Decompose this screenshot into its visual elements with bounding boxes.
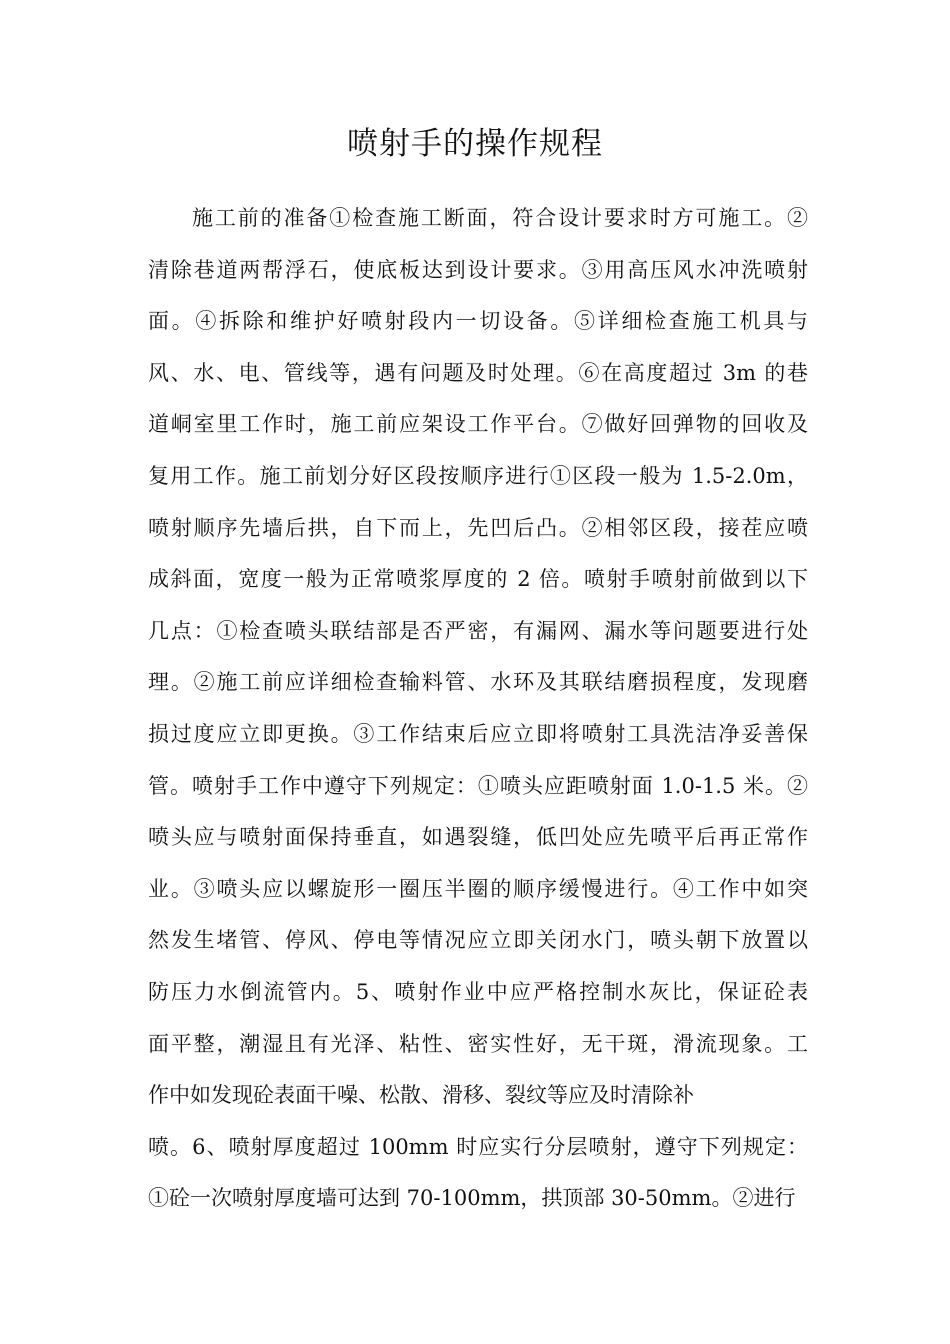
paragraph-line: 作中如发现砼表面干噪、松散、滑移、裂纹等应及时清除补 — [148, 1083, 694, 1108]
paragraph-line: 损过度应立即更换。③工作结束后应立即将喷射工具洗洁净妥善保 — [148, 721, 808, 746]
paragraph-line: 成斜面，宽度一般为正常喷浆厚度的 2 倍。喷射手喷射前做到以下 — [148, 567, 808, 592]
paragraph-line: 面平整，潮湿且有光泽、粘性、密实性好，无干斑，滑流现象。工 — [148, 1031, 808, 1056]
paragraph-line: 喷。6、喷射厚度超过 100mm 时应实行分层喷射，遵守下列规定： — [148, 1134, 808, 1159]
paragraph-line: 喷射顺序先墙后拱，自下而上，先凹后凸。②相邻区段，接茬应喷 — [148, 515, 808, 540]
paragraph-line: 几点：①检查喷头联结部是否严密，有漏网、漏水等问题要进行处 — [148, 618, 808, 643]
paragraph-line: 业。③喷头应以螺旋形一圈压半圈的顺序缓慢进行。④工作中如突 — [148, 876, 808, 901]
paragraph-line: 然发生堵管、停风、停电等情况应立即关闭水门，喷头朝下放置以 — [148, 928, 808, 953]
paragraph-line: 理。②施工前应详细检查输料管、水环及其联结磨损程度，发现磨 — [148, 670, 808, 695]
paragraph-line: 施工前的准备①检查施工断面，符合设计要求时方可施工。② — [192, 206, 808, 230]
paragraph-line: 喷头应与喷射面保持垂直，如遇裂缝，低凹处应先喷平后再正常作 — [148, 825, 808, 850]
paragraph-line: 道峒室里工作时，施工前应架设工作平台。⑦做好回弹物的回收及 — [148, 412, 808, 437]
paragraph-line: 面。④拆除和维护好喷射段内一切设备。⑤详细检查施工机具与 — [148, 309, 808, 334]
paragraph-line: ①砼一次喷射厚度墙可达到 70-100mm，拱顶部 30-50mm。②进行 — [148, 1186, 796, 1211]
paragraph-line: 风、水、电、管线等，遇有问题及时处理。⑥在高度超过 3m 的巷 — [148, 360, 808, 385]
document-body — [148, 193, 808, 1225]
paragraph-line: 防压力水倒流管内。5、喷射作业中应严格控制水灰比，保证砼表 — [148, 979, 808, 1004]
paragraph-line: 管。喷射手工作中遵守下列规定：①喷头应距喷射面 1.0-1.5 米。② — [148, 773, 808, 798]
document-title: 喷射手的操作规程 — [347, 126, 603, 162]
paragraph-line: 复用工作。施工前划分好区段按顺序进行①区段一般为 1.5-2.0m， — [148, 463, 808, 488]
paragraph-line: 清除巷道两帮浮石，使底板达到设计要求。③用高压风水冲洗喷射 — [148, 257, 808, 282]
